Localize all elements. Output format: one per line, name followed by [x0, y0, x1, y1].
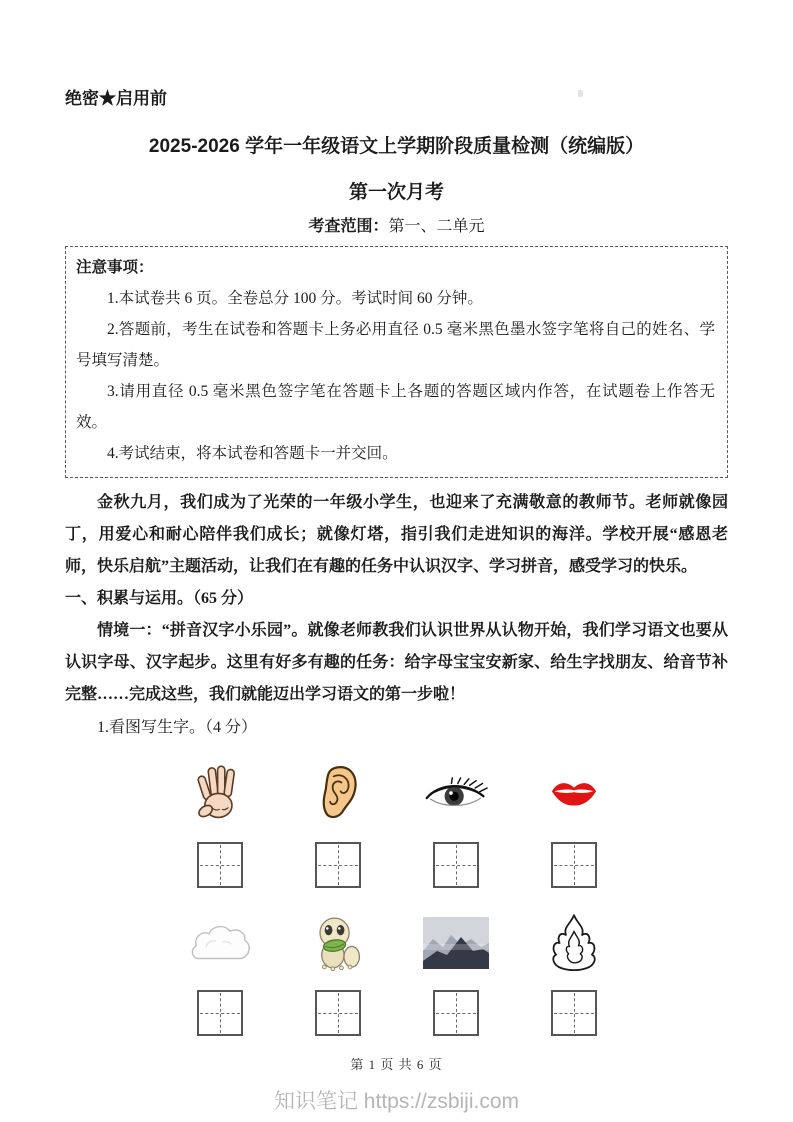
ear-icon [292, 757, 384, 829]
lips-icon [528, 757, 620, 829]
intro-paragraph: 金秋九月，我们成为了光荣的一年级小学生，也迎来了充满敬意的教师节。老师就像园丁，用爱心和耐心陪伴我们成长；就像灯塔，指引我们走进知识的海洋。学校开展“感恩老师，快乐启航”主题活动，让我们在有趣的任务中认识汉字、学习拼音，感受学习的快乐。 [65, 494, 728, 575]
notice-item: 4.考试结束，将本试卷和答题卡一并交回。 [107, 445, 398, 462]
exam-scope [65, 216, 728, 238]
watermark-text: 知识笔记 https://zsbiji.com [273, 1090, 520, 1113]
notice-heading: 注意事项： [76, 259, 154, 276]
mountain-icon [410, 907, 502, 979]
notice-item: 3.请用直径 0.5 毫米黑色签字笔在答题卡上各题的答题区域内作答，在试题卷上作答无效。 [76, 383, 715, 431]
scope-value: 第一、二单元 [388, 218, 485, 235]
eye-icon [410, 757, 502, 829]
question-1-picture-row-2 [174, 907, 620, 979]
tian-grid-cell [292, 841, 384, 889]
exam-subtitle: 第一次月考 [348, 182, 444, 203]
scope-label: 考查范围： [308, 218, 389, 235]
tian-grid-cell [410, 841, 502, 889]
tian-grid-cell [528, 989, 620, 1037]
notice-box [65, 246, 728, 478]
tian-grid-cell [528, 841, 620, 889]
tian-grid-cell [174, 989, 266, 1037]
page-indicator: 第 1 页 共 6 页 [350, 1057, 443, 1072]
caterpillar-icon [292, 907, 384, 979]
tian-grid-cell [292, 989, 384, 1037]
question-1-picture-row-1 [174, 757, 620, 829]
scan-smudge [578, 90, 583, 97]
question-1-label: 1.看图写生字。（4 分） [97, 719, 258, 736]
cloud-icon [174, 907, 266, 979]
page-title: 2025-2026 学年一年级语文上学期阶段质量检测（统编版） [148, 136, 645, 157]
notice-item: 1.本试卷共 6 页。全卷总分 100 分。考试时间 60 分钟。 [107, 290, 483, 307]
hand-icon [174, 757, 266, 829]
question-1-answer-grid-row-1 [174, 841, 620, 889]
notice-item: 2.答题前，考生在试卷和答题卡上务必用直径 0.5 毫米黑色墨水签字笔将自己的姓名、学号填写清楚。 [76, 321, 715, 369]
scenario-one-paragraph: 情境一：“拼音汉字小乐园”。就像老师教我们认识世界从认物开始，我们学习语文也要从认识字母、汉字起步。这里有好多有趣的任务：给字母宝宝安新家、给生字找朋友、给音节补完整……完成这些，我们就能迈出学习语文的第一步啦！ [65, 622, 728, 703]
tian-grid-cell [174, 841, 266, 889]
fire-icon [528, 907, 620, 979]
question-1-answer-grid-row-2 [174, 989, 620, 1037]
classification-banner: 绝密★启用前 [65, 89, 167, 108]
tian-grid-cell [410, 989, 502, 1037]
section-one-heading: 一、积累与运用。（65 分） [65, 590, 254, 607]
